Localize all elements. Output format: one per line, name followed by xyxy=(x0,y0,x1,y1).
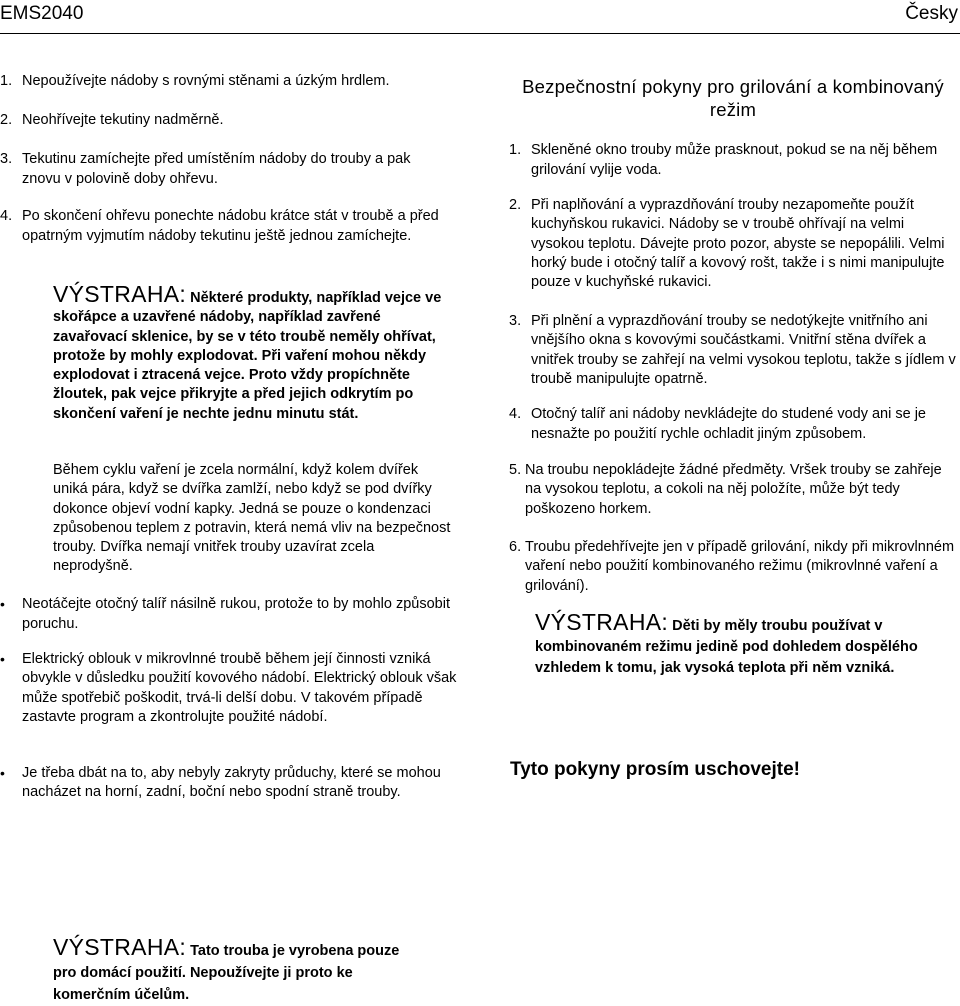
warning-text: Tato trouba je vyrobena pouze pro domácí použití. Nepoužívejte ji proto ke komerčním účelům. xyxy=(53,943,400,1003)
right-list-item-4 xyxy=(509,404,957,444)
left-warning xyxy=(53,281,453,424)
bullet-item-1 xyxy=(0,594,460,634)
warning-label: VÝSTRAHA: xyxy=(53,281,187,307)
list-number: 6. xyxy=(509,539,522,555)
closing-note: Tyto pokyny prosím uschovejte! xyxy=(510,759,800,780)
list-text: Skleněné okno trouby může prasknout, pokud se na něj během grilování vylije voda. xyxy=(531,142,938,178)
bullet-item-3 xyxy=(0,764,460,803)
right-warning xyxy=(535,609,955,679)
right-list-item-2 xyxy=(509,196,957,292)
header-language: Česky xyxy=(905,3,958,24)
section-title: Bezpečnostní pokyny pro grilování a kombinovaný režim xyxy=(522,76,944,120)
list-number: 4. xyxy=(0,208,13,224)
list-number: 2. xyxy=(0,112,13,128)
header-model: EMS2040 xyxy=(0,3,84,24)
warning-text: Některé produkty, například vejce ve skořápce a uzavřené nádoby, například zavřené zavařovací sklenice, by se v této troubě neměly ohřívat, protože by mohly explodovat. Při vaření mohou někdy explodovat i ztracená vejce. Proto vždy propíchněte žloutek, pak vejce přikryjte a před jejich odkrytím po skončení vaření je nechte jednu minutu stát. xyxy=(53,290,442,422)
warning-label: VÝSTRAHA: xyxy=(535,609,669,635)
list-number: 3. xyxy=(0,151,13,167)
list-text: Nepoužívejte nádoby s rovnými stěnami a úzkým hrdlem. xyxy=(22,73,390,89)
left-list-item-1 xyxy=(0,71,460,91)
bullet-text: Je třeba dbát na to, aby nebyly zakryty průduchy, které se mohou nacházet na horní, zadní, boční nebo spodní straně trouby. xyxy=(22,765,441,801)
list-number: 4. xyxy=(509,406,522,422)
condensation-paragraph: Během cyklu vaření je zcela normální, když kolem dvířek uniká pára, když se dvířka zamlží, nebo když se pod dvířky dokonce objeví vodní kapky. Jedná se pouze o kondenzaci způsobenou teplem z potravin, která nemá vliv na bezpečnost trouby. Dvířka nemají vnitřek trouby uzavírat zcela neprodyšně. xyxy=(53,462,451,575)
bullet-icon: • xyxy=(0,765,5,781)
list-text: Při naplňování a vyprazdňování trouby nezapomeňte použít kuchyňskou rukavici. Nádoby se v troubě ohřívají na velmi vysokou teplotu. Dávejte proto pozor, abyste se nepopálili. Velmi horký bude i otočný talíř a kovový rošt, takže i s nimi manipulujte pouze v kuchyňské rukavici. xyxy=(531,197,945,291)
right-list-item-3 xyxy=(509,312,957,389)
list-text: Neohřívejte tekutiny nadměrně. xyxy=(22,112,224,128)
bullet-text: Elektrický oblouk v mikrovlnné troubě během její činnosti vzniká obvykle v důsledku použití kovového nádobí. Elektrický oblouk však může spotřebič poškodit, trvá-li delší dobu. V takovém případě zastavte program a zkontrolujte použité nádobí. xyxy=(22,651,457,725)
left-list-item-2 xyxy=(0,110,460,130)
warning-label: VÝSTRAHA: xyxy=(53,934,187,960)
list-text: Otočný talíř ani nádoby nevkládejte do studené vody ani se je nesnažte po použití rychle ochladit jiným způsobem. xyxy=(531,406,926,442)
list-number: 1. xyxy=(0,73,13,89)
warning-text: Děti by měly troubu používat v kombinovaném režimu jedině pod dohledem dospělého vzhledem k tomu, jak vysoká teplota při něm vzniká. xyxy=(535,618,918,676)
bullet-text: Neotáčejte otočný talíř násilně rukou, protože to by mohlo způsobit poruchu. xyxy=(22,596,450,632)
list-text: Na troubu nepokládejte žádné předměty. Vršek trouby se zahřeje na vysokou teplotu, a cokoli na něj položíte, může být tedy poškozeno horkem. xyxy=(525,462,942,517)
right-list-item-6 xyxy=(509,538,957,596)
bottom-warning xyxy=(53,936,423,1006)
list-number: 5. xyxy=(509,462,522,478)
bullet-item-2 xyxy=(0,650,460,727)
right-list-item-1 xyxy=(509,141,957,180)
left-list-item-4 xyxy=(0,207,445,246)
bullet-icon: • xyxy=(0,651,5,667)
header-divider xyxy=(0,33,960,34)
left-list-item-3 xyxy=(0,150,445,189)
list-number: 2. xyxy=(509,197,522,213)
list-text: Při plnění a vyprazdňování trouby se nedotýkejte vnitřního ani vnějšího okna s kovovými součástkami. Vnitřní stěna dvířek a vnitřek trouby se zahřejí na velmi vysokou teplotu, takže s jídlem v troubě manipulujte opatrně. xyxy=(531,313,956,387)
list-number: 3. xyxy=(509,313,522,329)
list-text: Po skončení ohřevu ponechte nádobu krátce stát v troubě a před opatrným vyjmutím nádoby tekutinu ještě jednou zamíchejte. xyxy=(22,208,439,244)
bullet-icon: • xyxy=(0,596,5,612)
list-number: 1. xyxy=(509,142,522,158)
list-text: Tekutinu zamíchejte před umístěním nádoby do trouby a pak znovu v polovině doby ohřevu. xyxy=(22,151,411,187)
list-text: Troubu předehřívejte jen v případě grilování, nikdy při mikrovlnném vaření nebo použití kombinovaného režimu (mikrovlnné vaření a grilování). xyxy=(525,539,955,594)
right-list-item-5 xyxy=(509,461,957,519)
